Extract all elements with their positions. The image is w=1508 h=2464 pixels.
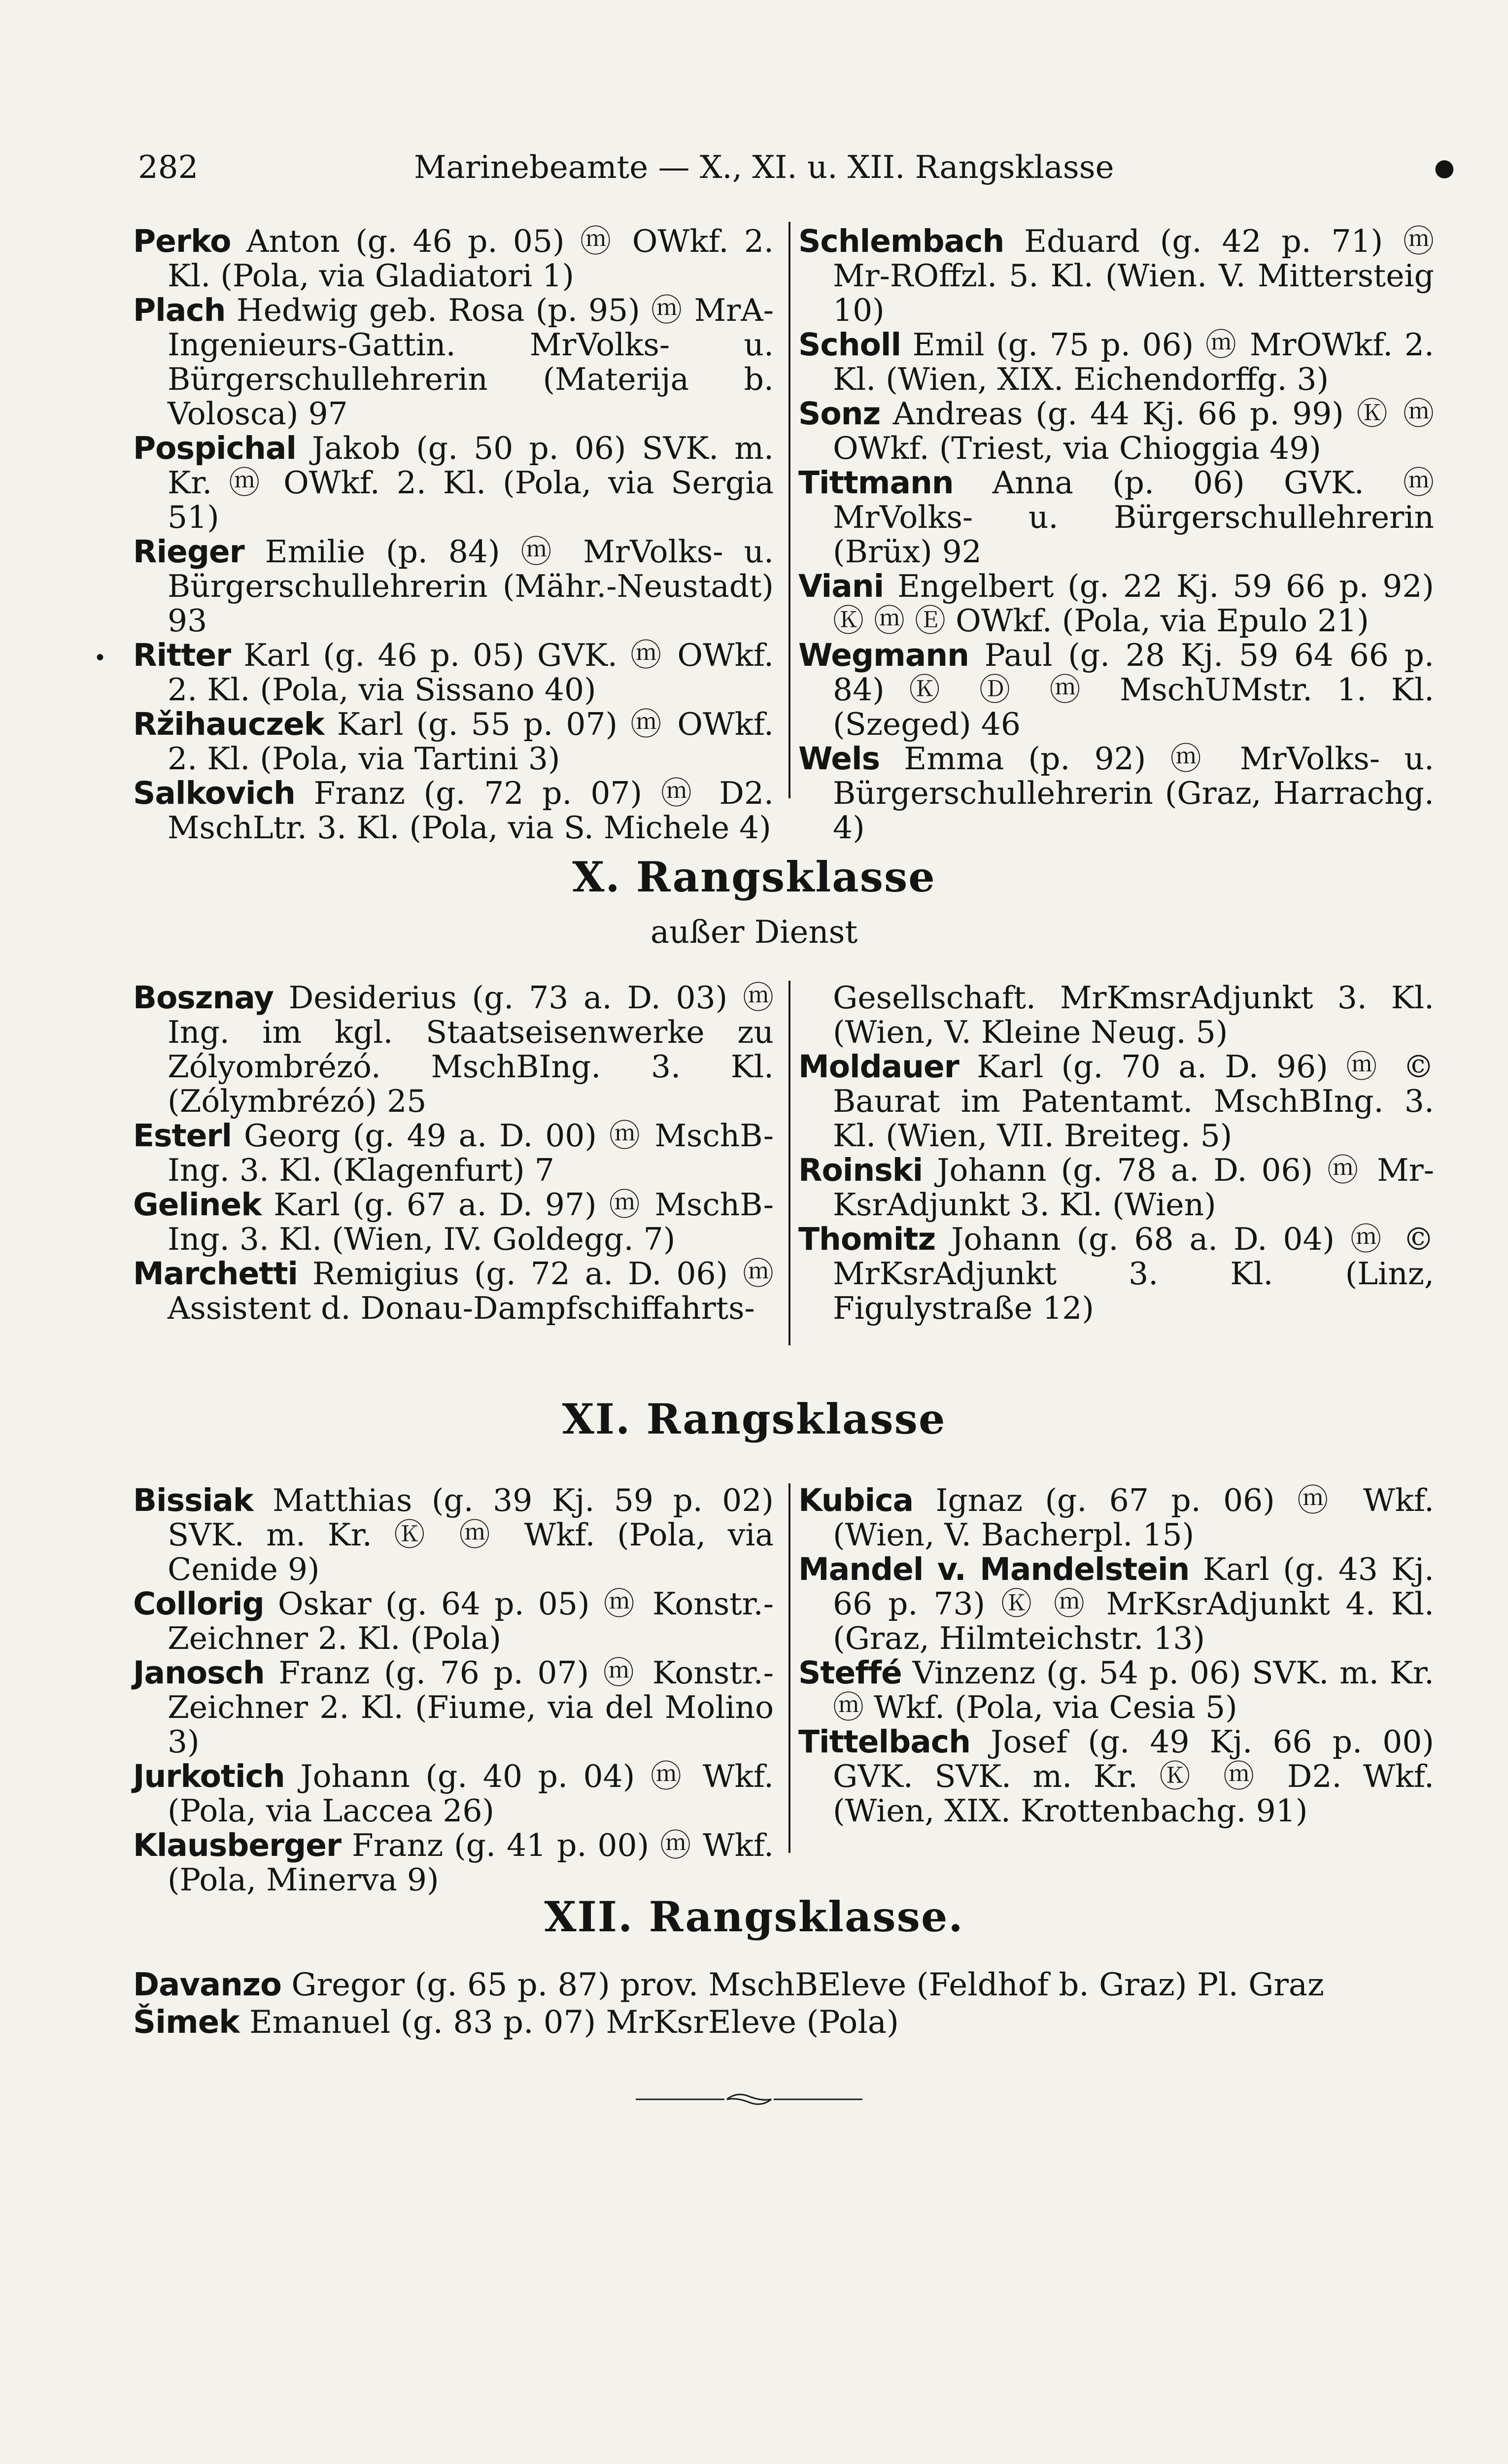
list-item (798, 223, 1434, 328)
entry-text: Emanuel (g. 83 p. 07) MrKsrEleve (Pola) (249, 2004, 899, 2041)
entry-text: Karl (g. 67 a. D. 97) ⓜ MschB-Ing. 3. Kl. (Wien, IV. Goldegg. 7) (168, 1187, 774, 1257)
list-item (133, 1118, 774, 1188)
list-item (798, 637, 1434, 742)
entry-text: Emma (p. 92) ⓜ MrVolks- u. Bürgerschullehrerin (Graz, Harrachg. 4) (833, 741, 1434, 846)
page-number: 282 (138, 149, 199, 186)
entry-name: Bissiak (133, 1482, 253, 1518)
entry-text: Eduard (g. 42 p. 71) ⓜ Mr-ROffzl. 5. Kl. (Wien. V. Mittersteig 10) (833, 223, 1434, 328)
list-item (133, 430, 774, 535)
entry-text: Franz (g. 41 p. 00) ⓜ Wkf. (Pola, Minerva 9) (168, 1827, 774, 1898)
entry-name: Roinski (798, 1152, 923, 1188)
list-item (133, 1758, 774, 1829)
entry-name: Mandel v. Mandelstein (798, 1551, 1190, 1587)
entry-text: Gregor (g. 65 p. 87) prov. MschBEleve (Feldhof b. Graz) Pl. Graz (291, 1967, 1324, 2003)
entry-name: Ržihauczek (133, 706, 324, 742)
list-item (133, 1827, 774, 1898)
list-item (133, 223, 774, 294)
list-item (798, 1655, 1435, 1725)
entry-text: Johann (g. 68 a. D. 04) ⓜ © MrKsrAdjunkt 3. Kl. (Linz, Figulystraße 12) (833, 1221, 1434, 1326)
section-x-right-column (798, 981, 1434, 1326)
list-item (798, 1049, 1434, 1154)
top-left-column (133, 224, 774, 845)
entry-text: Karl (g. 55 p. 07) ⓜ OWkf. 2. Kl. (Pola, via Tartini 3) (168, 706, 774, 777)
list-item (798, 1152, 1434, 1223)
list-item (133, 534, 774, 639)
entry-name: Gelinek (133, 1187, 262, 1223)
list-item (798, 396, 1434, 466)
list-item (798, 1724, 1434, 1829)
entry-text: Engelbert (g. 22 Kj. 59 66 p. 92) Ⓚ ⓜ Ⓔ OWkf. (Pola, via Epulo 21) (833, 568, 1435, 639)
entry-text: Matthias (g. 39 Kj. 59 p. 02) SVK. m. Kr. Ⓚ ⓜ Wkf. (Pola, via Cenide 9) (168, 1482, 774, 1587)
entry-name: Tittelbach (798, 1724, 970, 1760)
running-title: Marinebeamte — X., XI. u. XII. Rangsklasse (414, 149, 1114, 186)
entry-text: Remigius (g. 72 a. D. 06) ⓜ Assistent d. Donau-Dampfschiffahrts- (168, 1256, 774, 1326)
entry-name: Ritter (133, 637, 231, 673)
entry-name: Jurkotich (133, 1758, 285, 1794)
entry-text: Anna (p. 06) GVK. ⓜ MrVolks- u. Bürgerschullehrerin (Brüx) 92 (833, 465, 1434, 570)
entry-text: Johann (g. 40 p. 04) ⓜ Wkf. (Pola, via Laccea 26) (168, 1758, 774, 1829)
entry-text: Vinzenz (g. 54 p. 06) SVK. m. Kr. ⓜ Wkf. (Pola, via Cesia 5) (833, 1655, 1435, 1725)
section-xi-left-column (133, 1483, 774, 1897)
entry-name: Janosch (133, 1655, 265, 1691)
list-item (798, 741, 1434, 846)
list-item (133, 1256, 774, 1326)
section-title-xii: XII. Rangsklasse. (544, 1892, 964, 1941)
entry-name: Bosznay (133, 980, 274, 1016)
closing-ornament (636, 2089, 862, 2109)
list-item (798, 1551, 1434, 1656)
entry-text: Desiderius (g. 73 a. D. 03) ⓜ Ing. im kgl. Staatseisenwerke zu Zólyombrézó. MschBIng. 3. Kl. (Zólymbrézó) 25 (168, 980, 774, 1119)
entry-text: Johann (g. 78 a. D. 06) ⓜ Mr-KsrAdjunkt 3. Kl. (Wien) (833, 1152, 1434, 1223)
entry-text: Emilie (p. 84) ⓜ MrVolks- u. Bürgerschullehrerin (Mähr.-Neustadt) 93 (168, 534, 774, 639)
list-item (798, 1221, 1434, 1326)
top-right-column (798, 224, 1434, 845)
section-xi-right-column (798, 1483, 1434, 1828)
column-divider (788, 981, 790, 1345)
list-item (133, 775, 774, 846)
margin-dot: • (94, 646, 106, 671)
entry-text: Hedwig geb. Rosa (p. 95) ⓜ MrA-Ingenieurs-Gattin. MrVolks- u. Bürgerschullehrerin (Materija b. Volosca) 97 (168, 292, 774, 432)
entry-text: Paul (g. 28 Kj. 59 64 66 p. 84) Ⓚ Ⓓ ⓜ MschUMstr. 1. Kl. (Szeged) 46 (833, 637, 1434, 742)
entry-name: Steffé (798, 1655, 902, 1691)
entry-text: Franz (g. 72 p. 07) ⓜ D2. MschLtr. 3. Kl. (Pola, via S. Michele 4) (168, 775, 774, 846)
entry-text: Franz (g. 76 p. 07) ⓜ Konstr.-Zeichner 2. Kl. (Fiume, via del Molino 3) (168, 1655, 774, 1760)
list-item (798, 465, 1434, 570)
list-item (133, 2004, 1444, 2041)
entry-text: Georg (g. 49 a. D. 00) ⓜ MschB-Ing. 3. Kl. (Klagenfurt) 7 (168, 1118, 774, 1188)
entry-name: Davanzo (133, 1967, 281, 2003)
entry-text: Gesellschaft. MrKmsrAdjunkt 3. Kl. (Wien, V. Kleine Neug. 5) (833, 980, 1434, 1050)
section-xii-list (133, 1966, 1444, 2041)
column-divider (788, 222, 790, 798)
entry-name: Schlembach (798, 223, 1004, 259)
entry-name: Kubica (798, 1482, 914, 1518)
list-item (798, 981, 1434, 1050)
list-item (133, 706, 774, 777)
list-item (133, 1586, 774, 1656)
list-item (798, 568, 1435, 639)
entry-text: Oskar (g. 64 p. 05) ⓜ Konstr.-Zeichner 2. Kl. (Pola) (168, 1586, 774, 1656)
list-item (133, 1966, 1444, 2004)
entry-name: Rieger (133, 534, 244, 570)
entry-name: Marchetti (133, 1256, 298, 1292)
list-item (798, 327, 1434, 397)
list-item (133, 637, 774, 708)
entry-text: Andreas (g. 44 Kj. 66 p. 99) Ⓚ ⓜ OWkf. (Triest, via Chioggia 49) (833, 396, 1434, 466)
entry-name: Scholl (798, 327, 901, 363)
entry-name: Klausberger (133, 1827, 342, 1863)
column-divider (788, 1483, 790, 1853)
entry-name: Šimek (133, 2004, 240, 2041)
list-item (133, 1482, 774, 1587)
entry-text: Emil (g. 75 p. 06) ⓜ MrOWkf. 2. Kl. (Wien, XIX. Eichendorffg. 3) (833, 327, 1434, 397)
entry-text: Karl (g. 43 Kj. 66 p. 73) Ⓚ ⓜ MrKsrAdjunkt 4. Kl. (Graz, Hilmteichstr. 13) (833, 1551, 1434, 1656)
print-speck: ● (1434, 154, 1455, 181)
entry-text: Josef (g. 49 Kj. 66 p. 00) GVK. SVK. m. Kr. Ⓚ ⓜ D2. Wkf. (Wien, XIX. Krottenbachg. 91) (833, 1724, 1434, 1829)
entry-name: Sonz (798, 396, 881, 432)
entry-text: Jakob (g. 50 p. 06) SVK. m. Kr. ⓜ OWkf. 2. Kl. (Pola, via Sergia 51) (168, 430, 774, 535)
list-item (133, 1187, 774, 1257)
entry-name: Wegmann (798, 637, 969, 673)
entry-text: Ignaz (g. 67 p. 06) ⓜ Wkf. (Wien, V. Bacherpl. 15) (833, 1482, 1435, 1553)
entry-name: Collorig (133, 1586, 264, 1622)
entry-name: Plach (133, 292, 226, 328)
entry-name: Moldauer (798, 1049, 959, 1085)
entry-name: Perko (133, 223, 231, 259)
list-item (798, 1482, 1435, 1553)
list-item (133, 1655, 774, 1760)
section-title-xi: XI. Rangsklasse (562, 1395, 946, 1443)
entry-name: Wels (798, 741, 880, 777)
entry-name: Esterl (133, 1118, 232, 1154)
entry-name: Pospichal (133, 430, 296, 466)
entry-text: Karl (g. 46 p. 05) GVK. ⓜ OWkf. 2. Kl. (Pola, via Sissano 40) (168, 637, 774, 708)
entry-name: Viani (798, 568, 884, 604)
section-subtitle-x: außer Dienst (650, 914, 858, 951)
list-item (133, 292, 774, 432)
entry-name: Salkovich (133, 775, 295, 811)
list-item (133, 980, 774, 1119)
entry-name: Tittmann (798, 465, 954, 501)
section-title-x: X. Rangsklasse (572, 853, 936, 901)
section-x-left-column (133, 981, 774, 1326)
entry-text: Karl (g. 70 a. D. 96) ⓜ © Baurat im Patentamt. MschBIng. 3. Kl. (Wien, VII. Breiteg. 5) (833, 1049, 1434, 1154)
running-header (138, 143, 1455, 192)
entry-text: Anton (g. 46 p. 05) ⓜ OWkf. 2. Kl. (Pola, via Gladiatori 1) (168, 223, 774, 294)
entry-name: Thomitz (798, 1221, 936, 1257)
